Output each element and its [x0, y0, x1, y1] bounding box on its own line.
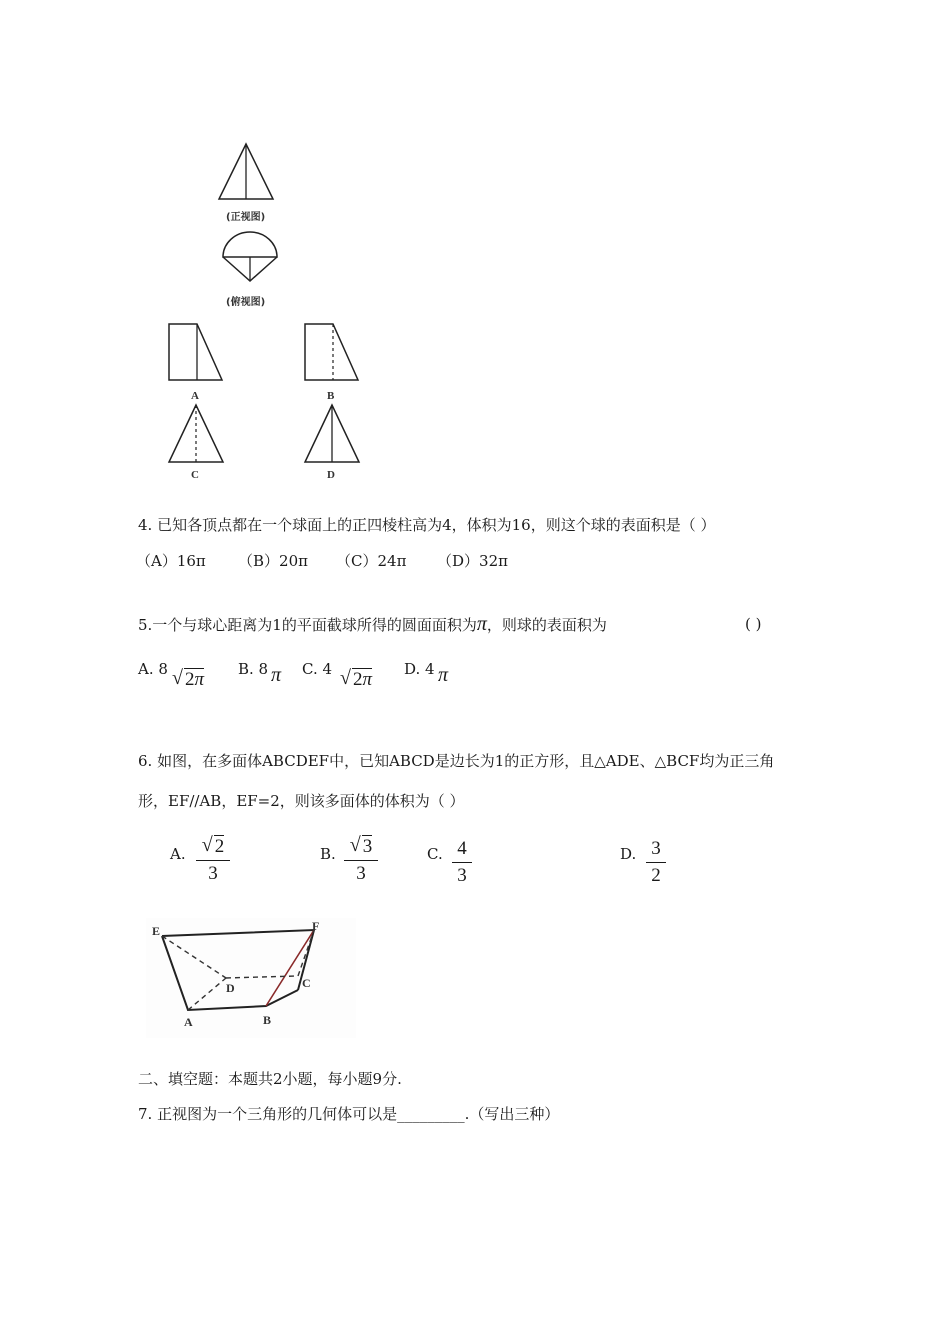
vertex-e-label: E	[152, 924, 161, 938]
section2-heading: 二、填空题：本题共2小题，每小题9分.	[138, 1070, 402, 1088]
q6-option-d-fraction	[646, 838, 666, 887]
q6-option-b-den: 3	[356, 863, 366, 884]
q6-option-c-label: C.	[427, 845, 443, 863]
q6-option-a-label: A.	[170, 845, 186, 863]
q5-option-b-math: π	[271, 664, 282, 686]
q5-option-c-label: C. 4	[302, 660, 333, 678]
vertex-a-label: A	[184, 1015, 193, 1029]
q5-answer-paren: ( )	[745, 615, 762, 633]
side-view-option-c-figure	[168, 404, 224, 464]
q7-stem: 7. 正视图为一个三角形的几何体可以是_________.（写出三种）	[138, 1105, 560, 1123]
vertex-d-label: D	[226, 981, 235, 995]
q5-option-a-math: √ 2π	[172, 667, 205, 690]
option-a-label: A	[191, 390, 199, 402]
q6-option-d-num: 3	[646, 838, 666, 863]
q4-stem: 4. 已知各顶点都在一个球面上的正四棱柱高为4，体积为16，则这个球的表面积是（ ）	[138, 516, 716, 534]
q6-option-b-radicand: 3	[362, 836, 373, 857]
q6-option-a-fraction: √ 2 3	[196, 836, 230, 885]
side-view-option-b-figure	[304, 323, 360, 383]
q5-option-a-label: A. 8	[138, 660, 168, 678]
q5-option-d-math: π	[438, 664, 449, 686]
q4-option-d: （D）32π	[437, 552, 508, 570]
front-view-figure	[218, 143, 274, 201]
q6-stem-line2: 形，EF//AB，EF=2，则该多面体的体积为（ ）	[138, 792, 465, 810]
option-b-label: B	[327, 390, 335, 402]
q5-stem	[138, 614, 607, 635]
q6-option-c-fraction	[452, 838, 472, 887]
front-view-caption: (正视图)	[226, 212, 266, 223]
vertex-b-label: B	[263, 1013, 272, 1027]
q6-option-b-fraction: √ 3 3	[344, 836, 378, 885]
q4-option-b: （B）20π	[238, 552, 308, 570]
top-view-figure	[222, 231, 278, 283]
q6-stem-line1: 6. 如图，在多面体ABCDEF中，已知ABCD是边长为1的正方形，且△ADE、△BCF均为正三角	[138, 752, 775, 770]
vertex-c-label: C	[302, 976, 311, 990]
q5-stem-before: 5.一个与球心距离为1的平面截球所得的圆面面积为	[138, 616, 477, 634]
q6-option-d-den: 2	[651, 865, 661, 886]
q5-option-c-math: √ 2π	[340, 667, 373, 690]
side-view-option-a-figure	[168, 323, 224, 383]
vertex-f-label: F	[312, 919, 320, 933]
q4-option-c: （C）24π	[336, 552, 407, 570]
q4-option-a: （A）16π	[136, 552, 206, 570]
q5-option-d-label: D. 4	[404, 660, 435, 678]
q6-option-a-den: 3	[208, 863, 218, 884]
q6-option-c-den: 3	[457, 865, 467, 886]
q6-option-c-num: 4	[452, 838, 472, 863]
option-c-label: C	[191, 469, 199, 481]
top-view-caption: (俯视图)	[226, 297, 266, 308]
pi-symbol: π	[476, 613, 487, 635]
q6-option-d-label: D.	[620, 845, 637, 863]
q5-option-b-label: B. 8	[238, 660, 269, 678]
polyhedron-figure	[146, 918, 356, 1038]
q6-option-b-label: B.	[320, 845, 336, 863]
option-d-label: D	[327, 469, 335, 481]
side-view-option-d-figure	[304, 404, 360, 464]
q6-option-a-radicand: 2	[214, 836, 225, 857]
q5-stem-after: ，则球的表面积为	[486, 616, 607, 634]
